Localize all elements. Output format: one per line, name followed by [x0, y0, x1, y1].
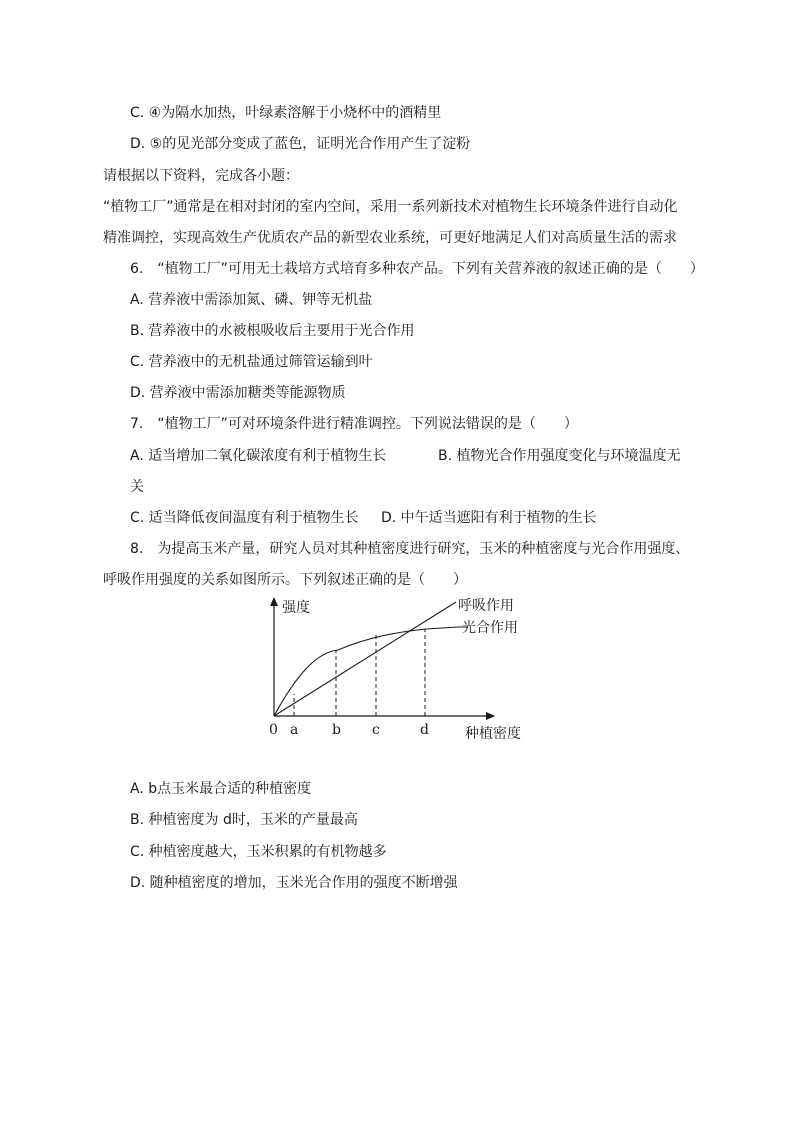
- question-6-stem: 6. “植物工厂”可用无土栽培方式培育多种农产品。下列有关营养液的叙述正确的是（ ）: [130, 261, 704, 277]
- question-6-option-a: A. 营养液中需添加氮、磷、钾等无机盐: [130, 292, 373, 308]
- line-c-option-prev: C. ④为隔水加热，叶绿素溶解于小烧杯中的酒精里: [130, 105, 442, 121]
- respiration-line: [274, 602, 456, 716]
- question-8-option-c: C. 种植密度越大，玉米积累的有机物越多: [130, 844, 387, 860]
- figure-svg: [258, 592, 558, 752]
- question-7-option-a: A. 适当增加二氧化碳浓度有利于植物生长: [130, 448, 387, 464]
- question-8-option-a: A. b点玉米最合适的种植密度: [130, 781, 312, 797]
- photosynthesis-curve: [274, 627, 468, 716]
- tick-label-d: d: [420, 722, 429, 738]
- passage-line-1: “植物工厂”通常是在相对封闭的室内空间，采用一系列新技术对植物生长环境条件进行自动化: [103, 199, 678, 215]
- passage-line-2: 精准调控，实现高效生产优质农产品的新型农业系统，可更好地满足人们对高质量生活的需求: [103, 230, 677, 246]
- question-6-option-b: B. 营养液中的水被根吸收后主要用于光合作用: [130, 323, 415, 339]
- question-7-option-d: D. 中午适当遮阳有利于植物的生长: [381, 510, 597, 526]
- tick-label-a: a: [290, 722, 299, 738]
- question-7-option-b-cont: 关: [130, 479, 144, 495]
- question-7-option-c: C. 适当降低夜间温度有利于植物生长: [130, 510, 359, 526]
- question-8-stem-1: 8. 为提高玉米产量，研究人员对其种植密度进行研究，玉米的种植密度与光合作用强度、: [130, 541, 690, 557]
- respiration-label: 呼吸作用: [458, 598, 514, 614]
- origin-label: 0: [269, 722, 278, 738]
- question-8-stem-2: 呼吸作用强度的关系如图所示。下列叙述正确的是（ ）: [103, 572, 467, 588]
- x-axis-label: 种植密度: [465, 726, 521, 742]
- density-intensity-figure: [258, 592, 558, 752]
- question-6-option-d: D. 营养液中需添加糖类等能源物质: [130, 385, 346, 401]
- instruction: 请根据以下资料，完成各小题：: [103, 168, 299, 184]
- y-axis-label: 强度: [282, 600, 310, 616]
- question-6-option-c: C. 营养液中的无机盐通过筛管运输到叶: [130, 354, 373, 370]
- tick-label-c: c: [372, 722, 380, 738]
- question-8-option-d: D. 随种植密度的增加，玉米光合作用的强度不断增强: [130, 875, 458, 891]
- question-7-stem: 7. “植物工厂”可对环境条件进行精准调控。下列说法错误的是（ ）: [130, 416, 578, 432]
- question-7-option-b: B. 植物光合作用强度变化与环境温度无: [438, 448, 681, 464]
- photosynthesis-label: 光合作用: [462, 620, 518, 636]
- line-d-option-prev: D. ⑤的见光部分变成了蓝色，证明光合作用产生了淀粉: [130, 136, 471, 152]
- question-8-option-b: B. 种植密度为 d时，玉米的产量最高: [130, 812, 358, 828]
- tick-label-b: b: [332, 722, 341, 738]
